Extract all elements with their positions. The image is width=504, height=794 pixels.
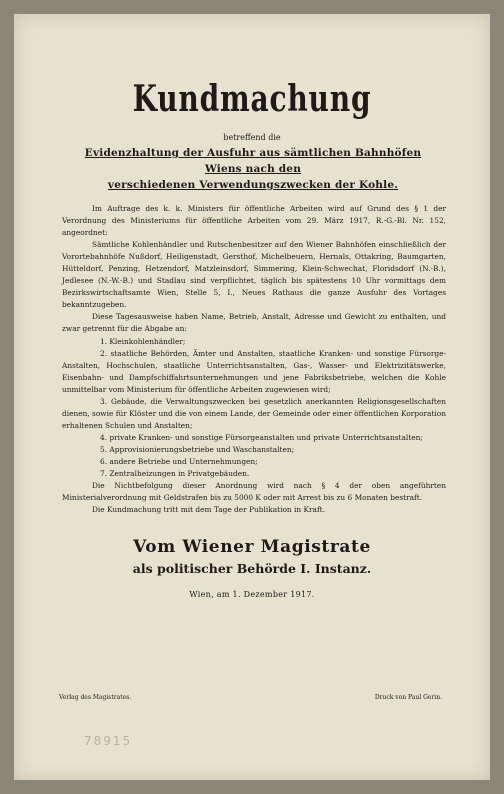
pencil-note: 78915 [84, 734, 133, 748]
list-item: 5. Approvisionierungsbetriebe und Waschanstalten; [100, 444, 295, 454]
subject-heading [72, 145, 434, 193]
page-title: Kundmachung [132, 78, 372, 120]
subject-line-1: Evidenzhaltung der Ausfuhr aus sämtlichen Bahnhöfen Wiens nach den [84, 147, 422, 175]
signature-authority: Vom Wiener Magistrate [133, 537, 371, 557]
body-text [62, 203, 446, 516]
list-item: 3. Gebäude, die Verwaltungszwecken bei gesetzlich anerkannten Religionsgesellschaften dienen, sowie für Klöster und die von einem Lande, der Gemeinde oder einer öffentlichen Korporation erhaltenen Schulen und Anstalten; [62, 396, 446, 430]
paragraph-daily-reports: Diese Tagesausweise haben Name, Betrieb, Anstalt, Adresse und Gewicht zu enthalten, und zwar getrennt für die Abgabe an: [62, 312, 446, 334]
signature-subtitle: als politischer Behörde I. Instanz. [132, 561, 372, 576]
poster-sheet [14, 14, 490, 780]
paragraph-penalty: Die Nichtbefolgung dieser Anordnung wird nach § 4 der oben angeführten Ministerialverordnung mit Geldstrafen bis zu 5000 K oder mit Arrest bis zu 6 Monaten bestraft. [62, 481, 446, 503]
list-item: 4. private Kranken- und sonstige Fürsorgeanstalten und private Unterrichtsanstalten; [100, 432, 423, 442]
paragraph-intro: Im Auftrage des k. k. Ministers für öffentliche Arbeiten wird auf Grund des § 1 der Verordnung des Ministeriums für öffentliche Arbeiten vom 29. März 1917, R.-G.-Bl. Nr. 152, angeordnet: [62, 204, 446, 238]
list-item: 1. Kleinkohlenhändler; [100, 336, 186, 346]
footer-publisher: Verlag des Magistrates. [59, 694, 132, 701]
subject-line-2: verschiedenen Verwendungszwecken der Kohle. [107, 179, 399, 191]
place-date: Wien, am 1. Dezember 1917. [189, 590, 315, 599]
betreffend-line: betreffend die [223, 133, 281, 142]
paragraph-main: Sämtliche Kohlenhändler und Rutschenbesitzer auf den Wiener Bahnhöfen einschließlich der Vorortebahnhöfe Nußdorf, Heiligenstadt, Gersthof, Michelbeuern, Hernals, Ottakring, Baumgarten, Hütteldorf, Penzing, Hetzendorf, Matzleinsdorf, Simmering, Klein-Schwechat, Floridsdorf (N.-B.), Jedlesee (N.-W.-B.) und Stadlau sind verpflichtet, täglich bis spätestens 10 Uhr vormittags dem Bezirkswirtschaftsamte Wien, Stelle 5, I., Neues Rathaus die ganze Ausfuhr des Vortages bekanntzugeben. [62, 240, 446, 310]
list-item: 6. andere Betriebe und Unternehmungen; [100, 456, 258, 466]
footer-printer: Druck von Paul Gerin. [374, 694, 442, 701]
list-item: 2. staatliche Behörden, Ämter und Anstalten, staatliche Kranken- und sonstige Fürsorge-Anstalten, Hochschulen, staatliche Unterrichtsanstalten, Gas-, Wasser- und Elektrizitätswerke, Eisenbahn- und Dampfschiffahrtsunternehmungen und jene Fabriksbetriebe, welchen die Kohle unmittelbar vom Ministerium für öffentliche Arbeiten zugewiesen wird; [62, 348, 446, 394]
list-item: 7. Zentralheizungen in Privatgebäuden. [100, 469, 250, 479]
paragraph-effect: Die Kundmachung tritt mit dem Tage der Publikation in Kraft. [92, 505, 326, 515]
